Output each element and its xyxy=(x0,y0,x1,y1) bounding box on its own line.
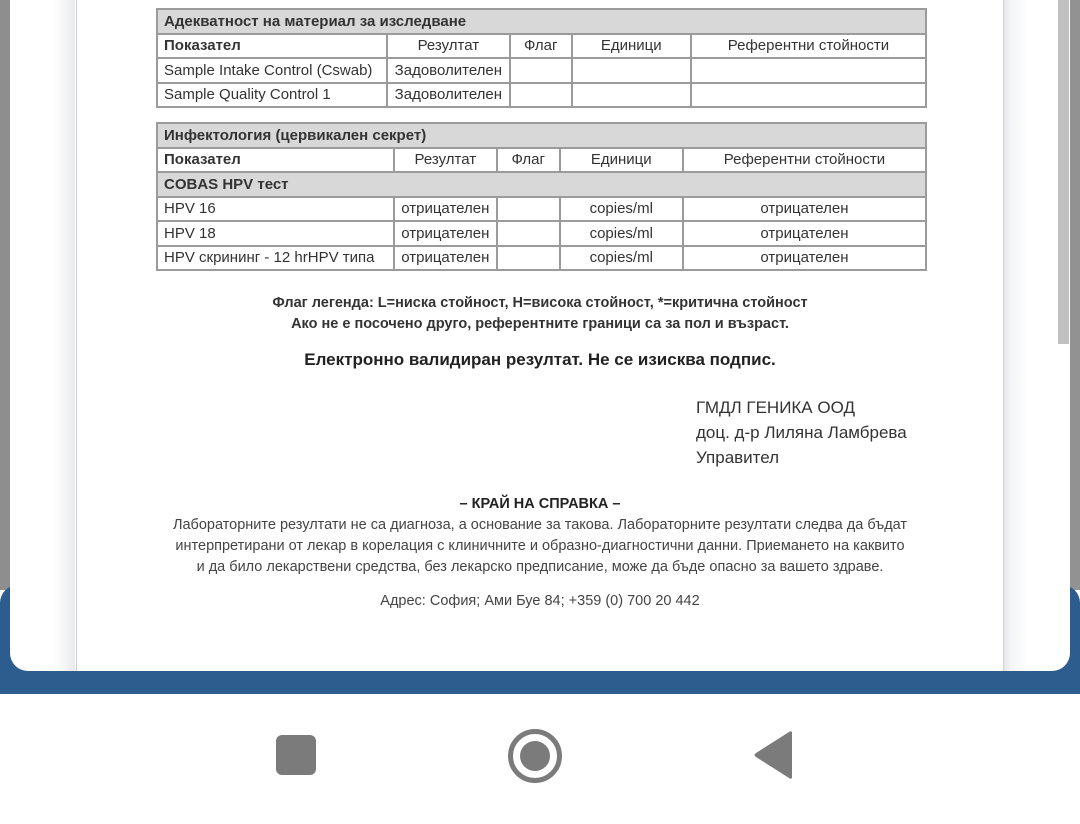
table-row xyxy=(157,246,926,271)
units-cell: copies/ml xyxy=(560,197,683,222)
column-header: Резултат xyxy=(394,148,497,173)
column-header: Референтни стойности xyxy=(683,148,926,173)
result-cell: Задоволителен xyxy=(387,83,510,108)
indicator-cell: HPV 18 xyxy=(157,221,394,246)
signature-role: Управител xyxy=(696,448,780,467)
validation-statement: Електронно валидиран резултат. Не се изисква подпис. xyxy=(304,350,776,369)
recents-square-icon[interactable] xyxy=(276,735,316,775)
reference-cell: отрицателен xyxy=(683,246,926,271)
indicator-cell: HPV 16 xyxy=(157,197,394,222)
result-cell: Задоволителен xyxy=(387,58,510,83)
subsection-title: COBAS HPV тест xyxy=(157,172,926,197)
indicator-cell: Sample Intake Control (Cswab) xyxy=(157,58,387,83)
table-row xyxy=(157,83,926,108)
disclaimer-line: Лабораторните резултати не са диагноза, а основание за такова. Лабораторните резултати следва да бъдат xyxy=(172,517,908,533)
flag-cell xyxy=(497,197,560,222)
flag-cell xyxy=(510,83,572,108)
table-section-header xyxy=(157,123,926,148)
column-header: Резултат xyxy=(387,34,510,59)
home-circle-icon[interactable] xyxy=(507,728,563,784)
result-cell: отрицателен xyxy=(394,246,497,271)
reference-cell xyxy=(691,83,926,108)
disclaimer-line: интерпретирани от лекар в корелация с клиничните и образно-диагностични данни. Приемането на каквито xyxy=(175,538,905,554)
flag-cell xyxy=(510,58,572,83)
reference-note: Ако не е посочено друго, референтните граници са за пол и възраст. xyxy=(291,316,789,332)
section-title: Инфектология (цервикален секрет) xyxy=(157,123,926,148)
flag-legend: Флаг легенда: L=ниска стойност, H=висока стойност, *=критична стойност xyxy=(272,295,808,311)
reference-cell xyxy=(691,58,926,83)
result-cell: отрицателен xyxy=(394,197,497,222)
column-header: Единици xyxy=(560,148,683,173)
table-section-header xyxy=(157,9,926,34)
units-cell xyxy=(572,83,691,108)
flag-cell xyxy=(497,246,560,271)
section-title: Адекватност на материал за изследване xyxy=(157,9,926,34)
signature-company: ГМДЛ ГЕНИКА ООД xyxy=(696,398,855,417)
lab-address: Адрес: София; Ами Буе 84; +359 (0) 700 20 442 xyxy=(380,593,700,609)
back-triangle-icon[interactable] xyxy=(752,730,796,780)
indicator-cell: HPV скрининг - 12 hrHPV типа xyxy=(157,246,394,271)
table-row xyxy=(157,221,926,246)
disclaimer-line: и да било лекарствени средства, без лекарско предписание, може да бъде опасно за вашето здраве. xyxy=(196,559,884,575)
column-header: Флаг xyxy=(510,34,572,59)
flag-cell xyxy=(497,221,560,246)
column-header: Флаг xyxy=(497,148,560,173)
result-cell: отрицателен xyxy=(394,221,497,246)
signature-person: доц. д-р Лиляна Ламбрева xyxy=(696,423,907,442)
scrollbar-thumb[interactable] xyxy=(1058,0,1069,344)
column-header: Референтни стойности xyxy=(691,34,926,59)
units-cell xyxy=(572,58,691,83)
infectology-table xyxy=(156,122,927,271)
table-subsection-header xyxy=(157,172,926,197)
table-row xyxy=(157,197,926,222)
units-cell: copies/ml xyxy=(560,246,683,271)
indicator-cell: Sample Quality Control 1 xyxy=(157,83,387,108)
table-header-row xyxy=(157,34,926,59)
reference-cell: отрицателен xyxy=(683,197,926,222)
adequacy-table xyxy=(156,8,927,108)
column-header: Показател xyxy=(157,148,394,173)
table-header-row xyxy=(157,148,926,173)
reference-cell: отрицателен xyxy=(683,221,926,246)
column-header: Показател xyxy=(157,34,387,59)
end-of-report-marker: – КРАЙ НА СПРАВКА – xyxy=(459,496,621,512)
units-cell: copies/ml xyxy=(560,221,683,246)
table-row xyxy=(157,58,926,83)
column-header: Единици xyxy=(572,34,691,59)
